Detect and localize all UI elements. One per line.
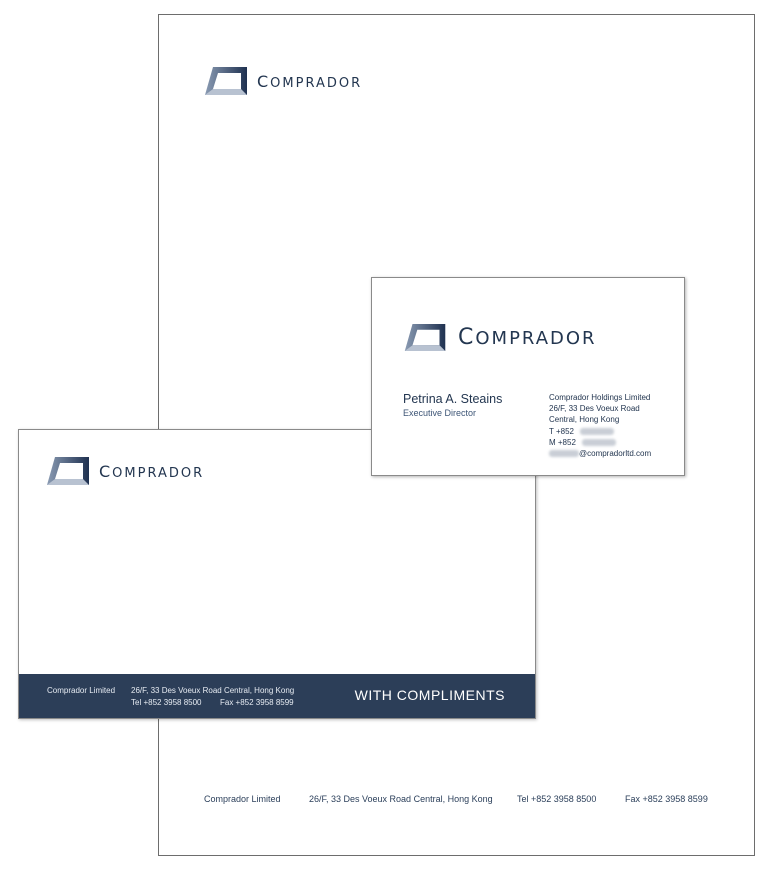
footer-tel: Tel +852 3958 8500: [517, 794, 597, 804]
with-compliments-text: WITH COMPLIMENTS: [354, 687, 505, 703]
card-logo: [404, 324, 597, 351]
card-person-title: Executive Director: [403, 408, 477, 418]
card-mobile: [549, 437, 651, 448]
card-email-domain: @compradorltd.com: [579, 448, 652, 458]
redacted-phone: [580, 428, 614, 435]
band-tel: Tel +852 3958 8500: [131, 698, 202, 707]
comprador-logo-icon: [47, 457, 91, 485]
card-mobile-label: M +852: [549, 437, 576, 447]
compliments-wordmark: COMPRADOR: [99, 461, 205, 481]
card-company: Comprador Holdings Limited: [549, 393, 651, 402]
card-address-line2: Central, Hong Kong: [549, 415, 620, 425]
card-person-name: Petrina A. Steains: [403, 392, 503, 406]
card-contact-block: [549, 392, 651, 459]
card-wordmark: COMPRADOR: [458, 325, 597, 350]
letterhead-wordmark: COMPRADOR: [257, 71, 363, 91]
footer-address: 26/F, 33 Des Voeux Road Central, Hong Kong: [309, 794, 493, 804]
footer-fax: Fax +852 3958 8599: [625, 794, 708, 804]
card-email: [549, 448, 651, 459]
redacted-email-user: [549, 450, 579, 457]
card-address-line1: 26/F, 33 Des Voeux Road: [549, 404, 640, 414]
band-address: 26/F, 33 Des Voeux Road Central, Hong Kong: [131, 686, 295, 695]
comprador-logo-icon: [404, 324, 448, 351]
band-company: Comprador Limited: [47, 686, 116, 695]
compliments-logo: [47, 457, 204, 485]
letterhead-logo: [205, 67, 362, 95]
card-phone: [549, 426, 651, 437]
compliments-band: [19, 674, 535, 718]
business-card: [371, 277, 685, 476]
footer-company: Comprador Limited: [204, 794, 281, 804]
card-phone-label: T +852: [549, 426, 574, 436]
comprador-logo-icon: [205, 67, 249, 95]
redacted-mobile: [582, 439, 616, 446]
band-fax: Fax +852 3958 8599: [220, 698, 294, 707]
